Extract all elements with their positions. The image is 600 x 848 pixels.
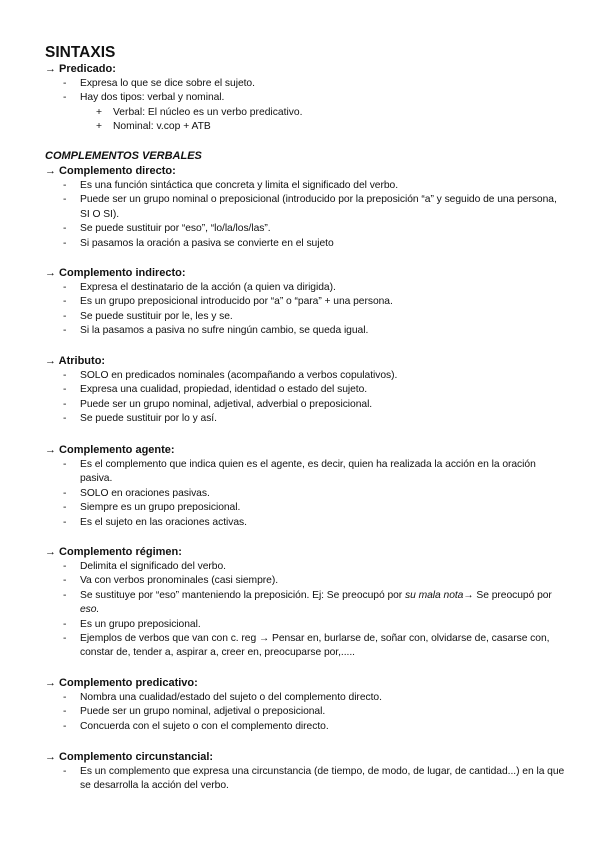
section-heading: → Complemento indirecto: bbox=[45, 267, 186, 279]
list-item: - Se puede sustituir por lo y así. bbox=[45, 412, 565, 426]
list-item bbox=[45, 589, 565, 618]
bullet-list bbox=[45, 369, 565, 427]
section-complemento-circunstancial bbox=[45, 750, 565, 794]
section-complemento-directo bbox=[45, 164, 565, 251]
list-item: - Es el complemento que indica quien es el agente, es decir, quien ha realizada la acción en la oración pasiva. bbox=[45, 458, 565, 487]
section-complemento-predicativo bbox=[45, 676, 565, 734]
section-complemento-agente bbox=[45, 443, 565, 530]
sub-list-item: + Verbal: El núcleo es un verbo predicativo. bbox=[45, 106, 565, 120]
bullet-list bbox=[45, 77, 565, 106]
list-item: - Puede ser un grupo nominal, adjetival o preposicional. bbox=[45, 705, 565, 719]
section-predicado bbox=[45, 62, 565, 135]
section-heading: → Complemento predicativo: bbox=[45, 677, 198, 689]
list-item-text: → Se preocupó por bbox=[463, 589, 552, 601]
section-heading: → Complemento circunstancial: bbox=[45, 751, 214, 763]
list-item: - SOLO en predicados nominales (acompañando a verbos copulativos). bbox=[45, 369, 565, 383]
list-item: - Siempre es un grupo preposicional. bbox=[45, 501, 565, 515]
list-item: - Si la pasamos a pasiva no sufre ningún cambio, se queda igual. bbox=[45, 324, 565, 338]
page-title: SINTAXIS bbox=[45, 44, 116, 61]
list-item: - Es un grupo preposicional. bbox=[45, 618, 565, 632]
section-complemento-indirecto bbox=[45, 266, 565, 339]
list-item: - SOLO en oraciones pasivas. bbox=[45, 487, 565, 501]
list-item: - Hay dos tipos: verbal y nominal. bbox=[45, 91, 565, 105]
section-heading: → Predicado: bbox=[45, 63, 116, 75]
bullet-list bbox=[45, 691, 565, 734]
list-item: - Es un grupo preposicional introducido por “a” o “para” + una persona. bbox=[45, 295, 565, 309]
list-item: - Expresa una cualidad, propiedad, identidad o estado del sujeto. bbox=[45, 383, 565, 397]
section-title-complementos: COMPLEMENTOS VERBALES bbox=[45, 150, 202, 162]
list-item: - Puede ser un grupo nominal o preposicional (introducido por la preposición “a” y seguido de una persona, SI O SI). bbox=[45, 193, 565, 222]
sub-bullet-list bbox=[45, 106, 565, 135]
list-item: - Es un complemento que expresa una circunstancia (de tiempo, de modo, de lugar, de cantidad...) en la que se desarrolla la acción del verbo. bbox=[45, 765, 565, 794]
example-italic: eso. bbox=[80, 604, 100, 616]
section-heading: → Complemento agente: bbox=[45, 444, 175, 456]
list-item: - Se puede sustituir por “eso”, “lo/la/los/las”. bbox=[45, 222, 565, 236]
list-item: - Nombra una cualidad/estado del sujeto o del complemento directo. bbox=[45, 691, 565, 705]
list-item: - Puede ser un grupo nominal, adjetival, adverbial o preposicional. bbox=[45, 398, 565, 412]
bullet-list bbox=[45, 458, 565, 530]
list-item: - Si pasamos la oración a pasiva se convierte en el sujeto bbox=[45, 237, 565, 251]
example-italic: su mala nota bbox=[405, 589, 464, 601]
bullet-list bbox=[45, 281, 565, 339]
section-atributo bbox=[45, 354, 565, 427]
section-heading: → Complemento régimen: bbox=[45, 546, 182, 558]
list-item: - Es una función sintáctica que concreta y limita el significado del verbo. bbox=[45, 179, 565, 193]
section-complemento-regimen bbox=[45, 545, 565, 661]
list-item: - Va con verbos pronominales (casi siempre). bbox=[45, 574, 565, 588]
list-item: - Delimita el significado del verbo. bbox=[45, 560, 565, 574]
list-item: - Expresa lo que se dice sobre el sujeto. bbox=[45, 77, 565, 91]
list-item: - Se puede sustituir por le, les y se. bbox=[45, 310, 565, 324]
section-heading: → Atributo: bbox=[45, 355, 106, 367]
sub-list-item: + Nominal: v.cop + ATB bbox=[45, 120, 565, 134]
list-item: - Concuerda con el sujeto o con el complemento directo. bbox=[45, 720, 565, 734]
list-item-text: Se sustituye por “eso” manteniendo la preposición. Ej: Se preocupó por bbox=[80, 589, 405, 601]
bullet-list bbox=[45, 560, 565, 661]
list-item: - Expresa el destinatario de la acción (a quien va dirigida). bbox=[45, 281, 565, 295]
list-item: - Es el sujeto en las oraciones activas. bbox=[45, 516, 565, 530]
bullet-list bbox=[45, 179, 565, 251]
list-item: - Ejemplos de verbos que van con c. reg → Pensar en, burlarse de, soñar con, olvidarse de, casarse con, constar de, tender a, aspirar a, creer en, preocuparse por,..... bbox=[45, 632, 565, 661]
bullet-list bbox=[45, 765, 565, 794]
section-heading: → Complemento directo: bbox=[45, 165, 176, 177]
